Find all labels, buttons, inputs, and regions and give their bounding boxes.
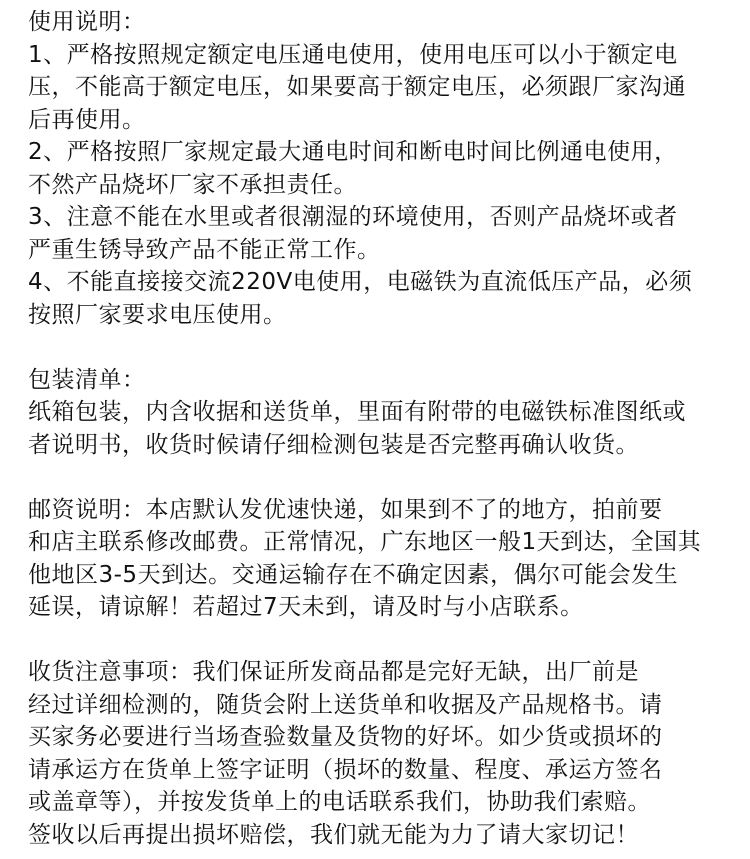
- section-spacer: [28, 331, 738, 364]
- shipping-line: 邮资说明：本店默认发优速快递，如果到不了的地方，拍前要: [28, 496, 663, 523]
- section-spacer: [28, 461, 738, 494]
- usage-line: 1、严格按照规定额定电压通电使用，使用电压可以小于额定电: [28, 41, 678, 68]
- usage-line: 4、不能直接接交流220V电使用，电磁铁为直流低压产品，必须: [28, 269, 693, 295]
- receiving-line: 或盖章等），并按发货单上的电话联系我们，协助我们索赔。: [28, 789, 651, 815]
- receiving-line: 收货注意事项：我们保证所发商品都是完好无缺，出厂前是: [28, 659, 639, 685]
- packing-heading: 包装清单：: [28, 366, 146, 393]
- usage-line: 按照厂家要求电压使用。: [28, 301, 287, 328]
- packing-line: 纸箱包装，内含收据和送货单，里面有附带的电磁铁标准图纸或: [28, 399, 686, 425]
- usage-heading: 使用说明：: [28, 9, 146, 35]
- receiving-line: 经过详细检测的，随货会附上送货单和收据及产品规格书。请: [28, 691, 663, 718]
- receiving-line: 签收以后再提出损坏赔偿，我们就无能为力了请大家切记！: [28, 821, 639, 848]
- shipping-line: 延误，请谅解！若超过7天未到，请及时与小店联系。: [28, 594, 584, 620]
- shipping-section: [28, 494, 738, 624]
- shipping-line: 和店主联系修改邮费。正常情况，广东地区一般1天到达，全国其: [28, 529, 702, 555]
- receiving-line: 买家务必要进行当场查验数量及货物的好坏。如少货或损坏的: [28, 724, 663, 750]
- packing-section: [28, 364, 738, 462]
- instructions-document: [28, 6, 738, 851]
- usage-section: [28, 6, 738, 331]
- usage-line: 2、严格按照厂家规定最大通电时间和断电时间比例通电使用，: [28, 139, 678, 165]
- usage-line: 3、注意不能在水里或者很潮湿的环境使用，否则产品烧坏或者: [28, 204, 678, 230]
- shipping-line: 他地区3-5天到达。交通运输存在不确定因素，偶尔可能会发生: [28, 561, 679, 588]
- section-spacer: [28, 624, 738, 657]
- usage-line: 后再使用。: [28, 106, 146, 133]
- usage-line: 严重生锈导致产品不能正常工作。: [28, 236, 381, 263]
- receiving-line: 请承运方在货单上签字证明（损坏的数量、程度、承运方签名: [28, 756, 663, 783]
- usage-line: 不然产品烧坏厂家不承担责任。: [28, 171, 357, 198]
- receiving-section: [28, 656, 738, 851]
- usage-line: 压，不能高于额定电压，如果要高于额定电压，必须跟厂家沟通: [28, 74, 686, 100]
- packing-line: 者说明书，收货时候请仔细检测包装是否完整再确认收货。: [28, 431, 639, 458]
